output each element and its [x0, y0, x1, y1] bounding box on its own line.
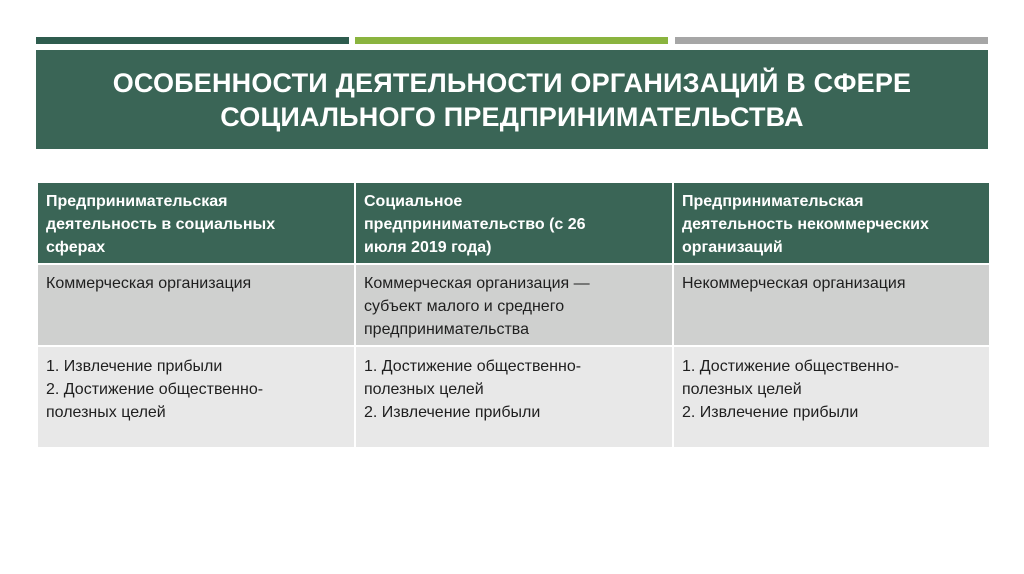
table-row [37, 264, 990, 346]
table-cell: 1. Достижение общественно- полезных целей 2. Извлечение прибыли [355, 346, 673, 448]
comparison-table [36, 181, 991, 449]
slide-title: ОСОБЕННОСТИ ДЕЯТЕЛЬНОСТИ ОРГАНИЗАЦИЙ В СФЕРЕ СОЦИАЛЬНОГО ПРЕДПРИНИМАТЕЛЬСТВА [112, 67, 912, 132]
title-banner [36, 50, 988, 149]
header-cell: Социальное предпринимательство (с 26 июля 2019 года) [355, 182, 673, 264]
table-cell: Коммерческая организация — субъект малого и среднего предпринимательства [355, 264, 673, 346]
table-cell: 1. Извлечение прибыли 2. Достижение общественно- полезных целей [37, 346, 355, 448]
table-header-row [37, 182, 990, 264]
table-cell: Некоммерческая организация [673, 264, 990, 346]
table-cell: Коммерческая организация [37, 264, 355, 346]
header-cell: Предпринимательская деятельность в социальных сферах [37, 182, 355, 264]
accent-stripe-gray [675, 37, 988, 44]
accent-stripe-dark-green [36, 37, 349, 44]
header-cell: Предпринимательская деятельность некоммерческих организаций [673, 182, 990, 264]
table-row [37, 346, 990, 448]
table-cell: 1. Достижение общественно- полезных целей 2. Извлечение прибыли [673, 346, 990, 448]
accent-stripe-light-green [355, 37, 668, 44]
